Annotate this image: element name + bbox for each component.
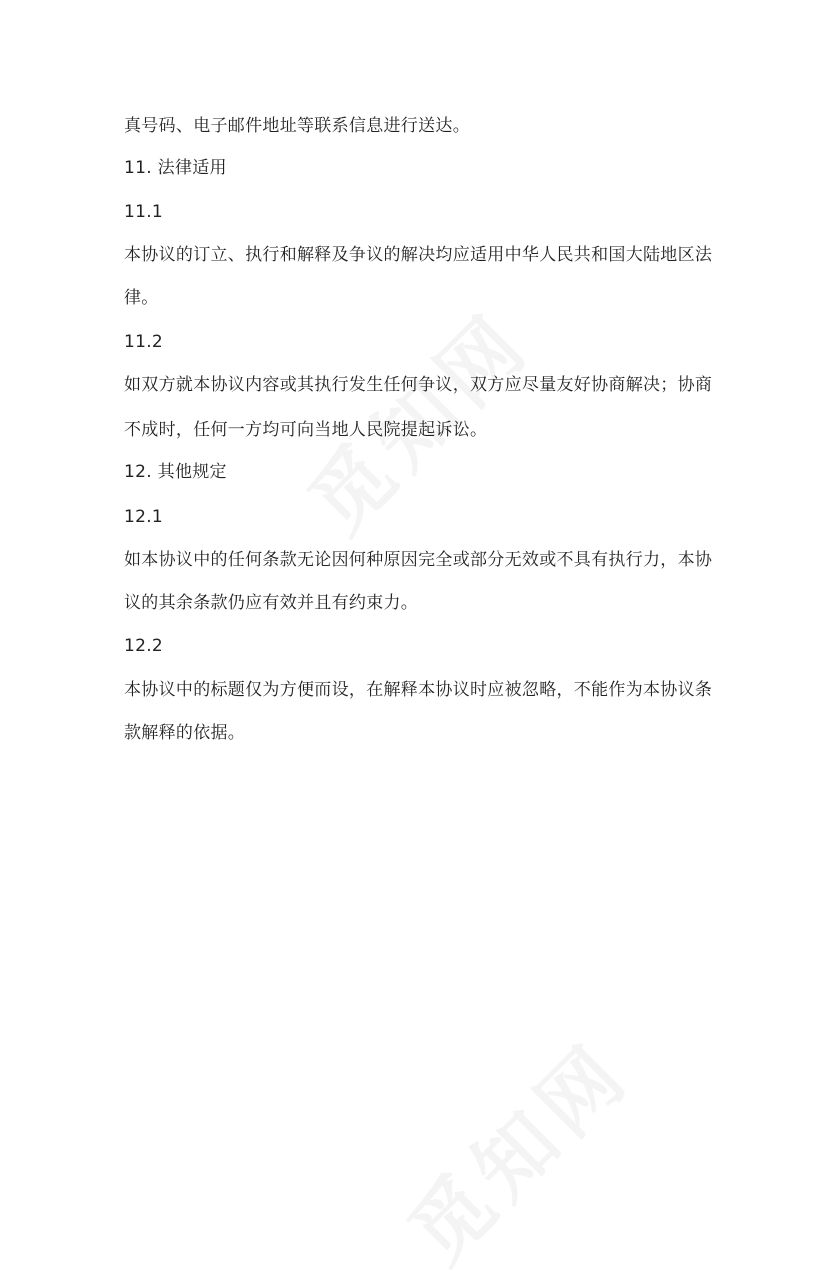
paragraph-line: 律。 <box>124 288 159 308</box>
paragraph-line: 议的其余条款仍应有效并且有约束力。 <box>124 593 419 613</box>
section-heading: 12. 其他规定 <box>124 462 227 482</box>
clause-number: 12.1 <box>124 507 164 527</box>
clause-number: 11.2 <box>124 332 164 352</box>
paragraph-line: 款解释的依据。 <box>124 723 246 743</box>
paragraph-line: 如双方就本协议内容或其执行发生任何争议，双方应尽量友好协商解决；协商 <box>124 375 713 395</box>
clause-number: 12.2 <box>124 636 164 656</box>
paragraph-line: 不成时，任何一方均可向当地人民院提起诉讼。 <box>124 420 488 440</box>
paragraph-line: 如本协议中的任何条款无论因何种原因完全或部分无效或不具有执行力，本协 <box>124 550 713 570</box>
watermark-bottom <box>379 1011 651 1283</box>
paragraph-line: 本协议的订立、执行和解释及争议的解决均应适用中华人民共和国大陆地区法 <box>124 245 713 265</box>
section-heading: 11. 法律适用 <box>124 158 227 178</box>
paragraph-line: 本协议中的标题仅为方便而设，在解释本协议时应被忽略，不能作为本协议条 <box>124 680 713 700</box>
paragraph-line: 真号码、电子邮件地址等联系信息进行送达。 <box>124 116 470 136</box>
clause-number: 11.1 <box>124 202 164 222</box>
